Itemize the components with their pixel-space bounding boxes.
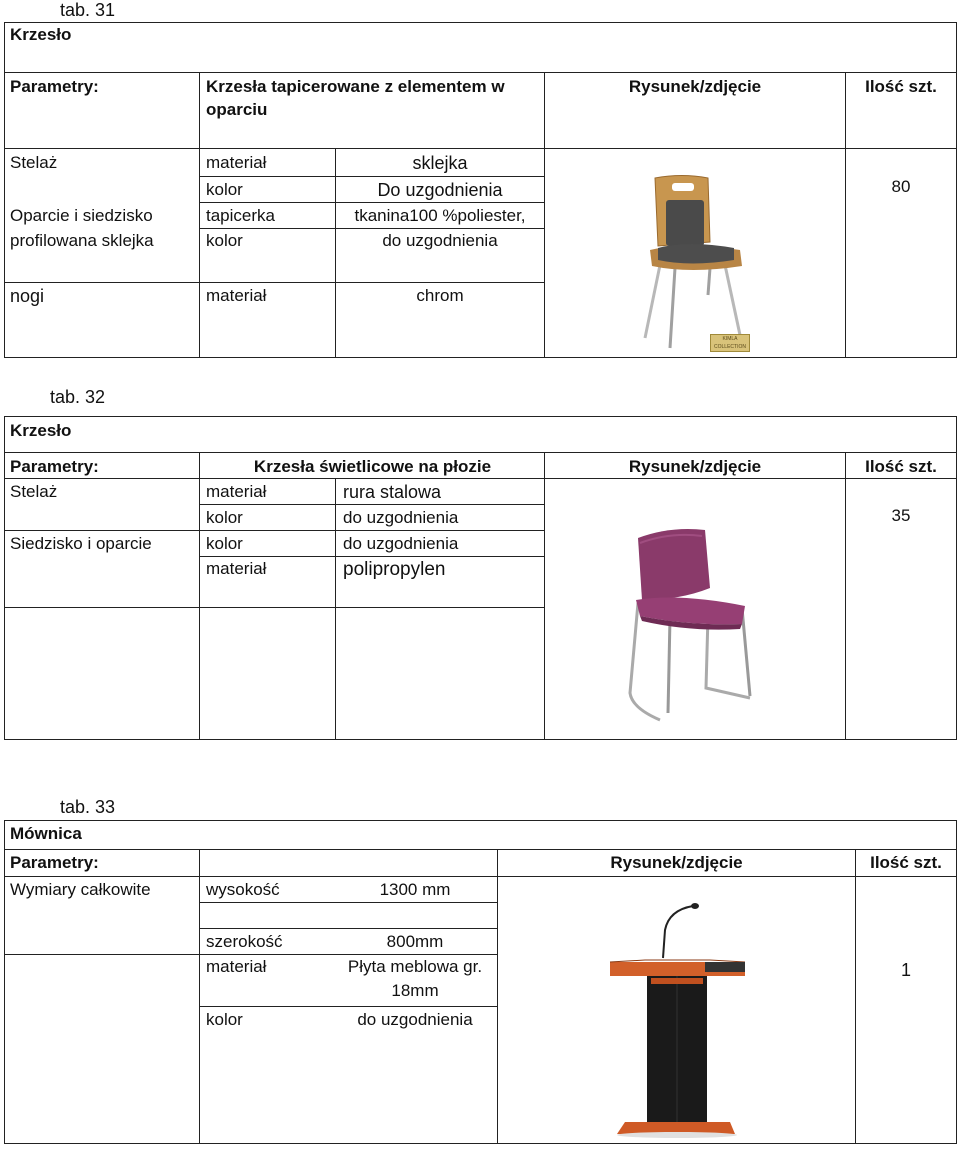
tab32-r1-attr: materiał [206, 482, 267, 501]
tab32-r2-value: do uzgodnienia [343, 508, 459, 527]
tab33-r3-attr: materiał [206, 957, 267, 976]
tab33-r3-value-2: 18mm [391, 981, 439, 1000]
tab33-header-params: Parametry: [10, 853, 99, 872]
tab31-r5-attr: materiał [206, 286, 267, 305]
tab32-qty: 35 [891, 506, 911, 525]
tab32-caption: tab. 32 [50, 387, 106, 407]
upholstered-chair-image [630, 170, 760, 355]
tab33-r3-value-1: Płyta meblowa gr. [347, 957, 483, 976]
tab31-r2-value: Do uzgodnienia [377, 180, 503, 200]
tab31-r4-value: do uzgodnienia [382, 231, 498, 250]
tab31-r1-param: Stelaż [10, 153, 58, 172]
tab31-caption: tab. 31 [60, 0, 116, 20]
tab31-r5-param: nogi [10, 286, 45, 306]
tab33-r2-attr: szerokość [206, 932, 283, 951]
tab32-r1-param: Stelaż [10, 482, 58, 501]
sled-chair-image [610, 508, 780, 738]
tab33-r1-value: 1300 mm [379, 880, 451, 899]
tab32-r3-param: Siedzisko i oparcie [10, 534, 152, 553]
tab31-r1-attr: materiał [206, 153, 267, 172]
tab31-header-name-2: oparciu [206, 100, 268, 119]
tab32-r3-value: do uzgodnienia [343, 534, 459, 553]
tab31-r3-param-2: profilowana sklejka [10, 231, 154, 250]
tab33-r4-value: do uzgodnienia [357, 1010, 473, 1029]
tab32-r2-attr: kolor [206, 508, 243, 527]
tab32-header-name: Krzesła świetlicowe na płozie [253, 457, 492, 476]
tab31-header-params: Parametry: [10, 77, 99, 96]
tab33-r2-value: 800mm [386, 932, 444, 951]
tab31-r5-value: chrom [416, 286, 464, 305]
tab33-caption: tab. 33 [60, 797, 116, 817]
tab31-header-qty: Ilość szt. [865, 77, 937, 96]
tab32-header-params: Parametry: [10, 457, 99, 476]
tab32-header-qty: Ilość szt. [865, 457, 937, 476]
tab31-r3-value: tkanina100 %poliester, [354, 206, 526, 225]
tab33-qty: 1 [900, 960, 911, 980]
tab33-r1-param: Wymiary całkowite [10, 880, 151, 899]
tab31-title: Krzesło [10, 25, 72, 44]
tab32-r4-attr: materiał [206, 559, 267, 578]
podium-image [605, 900, 750, 1142]
tab32-r1-value: rura stalowa [343, 482, 442, 502]
tab32-title: Krzesło [10, 421, 72, 440]
tab32-r4-value: polipropylen [343, 559, 446, 580]
tab33-header-qty: Ilość szt. [870, 853, 942, 872]
tab31-r2-attr: kolor [206, 180, 243, 199]
tab33-title: Mównica [10, 824, 82, 843]
tab33-header-image: Rysunek/zdjęcie [610, 853, 743, 872]
tab32-r3-attr: kolor [206, 534, 243, 553]
tab31-r3-param-1: Oparcie i siedzisko [10, 206, 153, 225]
tab31-r4-attr: kolor [206, 231, 243, 250]
tab31-header-image: Rysunek/zdjęcie [628, 77, 762, 96]
tab31-header-name-1: Krzesła tapicerowane z elementem w [206, 77, 505, 96]
tab32-header-image: Rysunek/zdjęcie [628, 457, 762, 476]
tab31-r3-attr: tapicerka [206, 206, 275, 225]
tab31-qty: 80 [891, 177, 911, 196]
kimla-logo: KIMLA COLLECTION [710, 334, 750, 352]
tab33-r1-attr: wysokość [206, 880, 280, 899]
tab31-r1-value: sklejka [412, 153, 468, 173]
tab33-r4-attr: kolor [206, 1010, 243, 1029]
